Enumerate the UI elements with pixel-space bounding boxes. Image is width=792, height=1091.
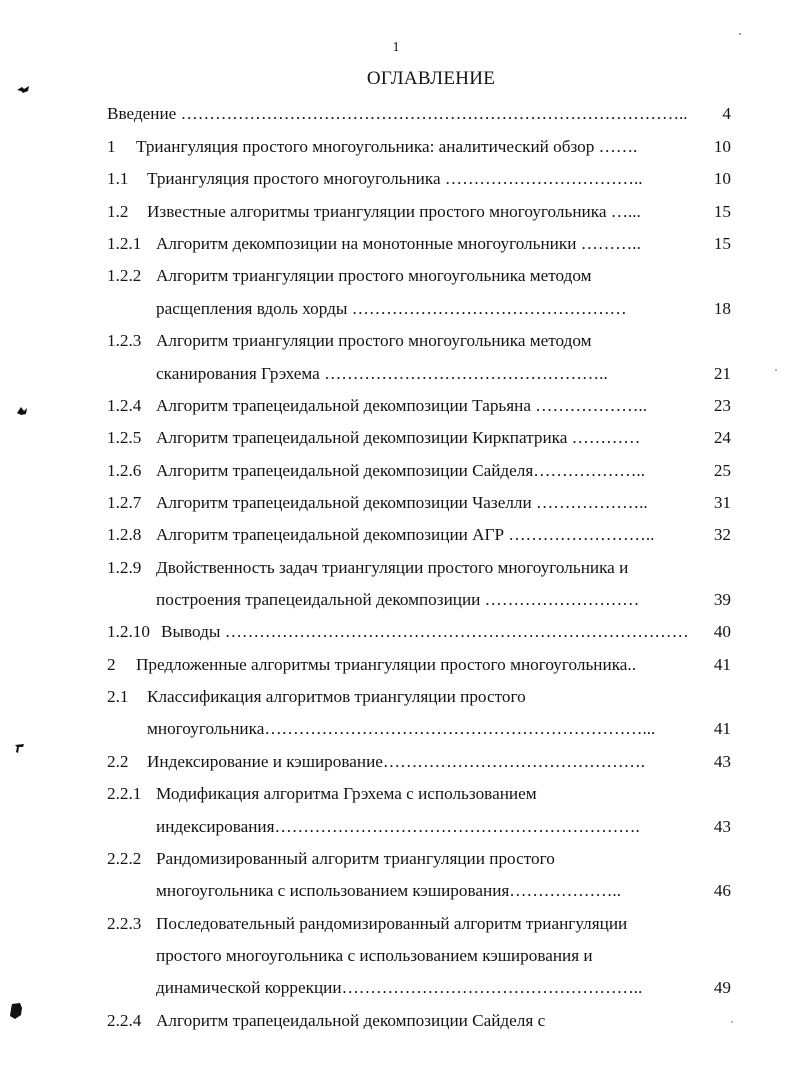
toc-entry-page: 25 <box>713 461 731 480</box>
toc-entry-page: 15 <box>713 202 731 221</box>
toc-heading: ОГЛАВЛЕНИЕ <box>366 68 496 89</box>
toc-entry-page: 46 <box>713 881 731 900</box>
toc-entry-number: 1.2 <box>107 202 129 221</box>
toc-entry-page: 21 <box>713 364 731 383</box>
toc-entry-number: 1.2.3 <box>107 331 142 350</box>
toc-entry-page: 41 <box>713 719 731 738</box>
toc-entry-title: индексирования………………………………………………………. <box>156 817 640 836</box>
toc-entry-title: Известные алгоритмы триангуляции простого многоугольника …... <box>147 202 641 221</box>
toc-entry-number: 2.1 <box>107 687 129 706</box>
toc-entry-title: Алгоритм декомпозиции на монотонные многоугольники ……….. <box>156 234 641 253</box>
toc-entry-title: Двойственность задач триангуляции простого многоугольника и <box>156 558 629 577</box>
toc-entry-title: Алгоритм трапецеидальной декомпозиции Сайделя с <box>156 1011 546 1030</box>
toc-entry-number: 1.2.6 <box>107 461 142 480</box>
toc-entry-number: 1.2.7 <box>107 493 142 512</box>
toc-entry-title: Алгоритм триангуляции простого многоугольника методом <box>156 331 592 350</box>
toc-entry-page: 10 <box>713 137 731 156</box>
toc-entry-title: Алгоритм трапецеидальной декомпозиции Чазелли ……………….. <box>156 493 648 512</box>
toc-entry-number: 2.2 <box>107 752 129 771</box>
toc-entry-title: Последовательный рандомизированный алгоритм триангуляции <box>156 914 628 933</box>
toc-entry-title: динамической коррекции…………………………………………….. <box>156 978 643 997</box>
toc-entry-title: Модификация алгоритма Грэхема с использованием <box>156 784 537 803</box>
toc-entry-number: 2.2.1 <box>107 784 142 803</box>
scan-mark-icon <box>14 742 26 754</box>
scan-speck-icon <box>774 368 778 372</box>
toc-entry-page: 32 <box>713 525 731 544</box>
toc-entry-title: Триангуляция простого многоугольника …………………………….. <box>147 169 643 188</box>
toc-entry-title: Алгоритм триангуляции простого многоугольника методом <box>156 266 592 285</box>
toc-entry-title: Алгоритм трапецеидальной декомпозиции Тарьяна ……………….. <box>156 396 648 415</box>
toc-entry-number: 1.1 <box>107 169 129 188</box>
toc-entry-title: Индексирование и кэширование………………………………………. <box>147 752 646 771</box>
toc-entry-page: 43 <box>713 752 731 771</box>
toc-entry-title: Классификация алгоритмов триангуляции простого <box>147 687 526 706</box>
toc-entry-page: 10 <box>713 169 731 188</box>
page-number: 1 <box>392 40 400 55</box>
toc-entry-title: Выводы ……………………………………………………………………… <box>161 622 689 641</box>
toc-entry-number: 1.2.2 <box>107 266 142 285</box>
toc-entry-title: Введение …………………………………………………………………………….. <box>107 104 688 123</box>
toc-entry-number: 1 <box>107 137 116 156</box>
toc-entry-title: Триангуляция простого многоугольника: аналитический обзор ……. <box>136 137 638 156</box>
scan-mark-icon <box>15 405 29 417</box>
toc-entry-page: 23 <box>713 396 731 415</box>
toc-entry-title: Алгоритм трапецеидальной декомпозиции АГР …………………….. <box>156 525 655 544</box>
toc-entry-number: 2.2.2 <box>107 849 142 868</box>
scan-speck-icon <box>730 1020 734 1024</box>
toc-entry-page: 41 <box>713 655 731 674</box>
toc-entry-page: 4 <box>722 104 731 123</box>
toc-entry-title: сканирования Грэхема ………………………………………….. <box>156 364 608 383</box>
toc-entry-number: 1.2.1 <box>107 234 142 253</box>
scan-mark-icon <box>16 84 30 96</box>
toc-entry-number: 1.2.8 <box>107 525 142 544</box>
toc-entry-number: 2 <box>107 655 116 674</box>
toc-entry-page: 18 <box>713 299 731 318</box>
toc-entry-page: 43 <box>713 817 731 836</box>
toc-entry-title: Алгоритм трапецеидальной декомпозиции Киркпатрика ………… <box>156 428 641 447</box>
toc-entry-title: Рандомизированный алгоритм триангуляции простого <box>156 849 555 868</box>
toc-entry-page: 31 <box>713 493 731 512</box>
scan-mark-icon <box>9 1002 23 1020</box>
toc-entry-page: 39 <box>713 590 731 609</box>
toc-entry-number: 1.2.9 <box>107 558 142 577</box>
toc-entry-title: расщепления вдоль хорды ………………………………………… <box>156 299 627 318</box>
toc-entry-title: многоугольника с использованием кэширования……………….. <box>156 881 622 900</box>
scan-speck-icon <box>738 32 742 36</box>
toc-entry-page: 24 <box>713 428 731 447</box>
toc-entry-number: 2.2.3 <box>107 914 142 933</box>
toc-entry-title: Алгоритм трапецеидальной декомпозиции Сайделя……………….. <box>156 461 646 480</box>
toc-entry-page: 15 <box>713 234 731 253</box>
toc-entry-page: 40 <box>713 622 731 641</box>
toc-entry-title: многоугольника…………………………………………………………... <box>147 719 656 738</box>
toc-entry-number: 1.2.4 <box>107 396 142 415</box>
toc-entry-title: Предложенные алгоритмы триангуляции простого многоугольника.. <box>136 655 637 674</box>
toc-entry-number: 2.2.4 <box>107 1011 142 1030</box>
toc-entry-number: 1.2.10 <box>107 622 150 641</box>
toc-entry-page: 49 <box>713 978 731 997</box>
toc-entry-title: построения трапецеидальной декомпозиции ……………………… <box>156 590 640 609</box>
toc-entry-title: простого многоугольника с использованием кэширования и <box>156 946 593 965</box>
toc-entry-number: 1.2.5 <box>107 428 142 447</box>
